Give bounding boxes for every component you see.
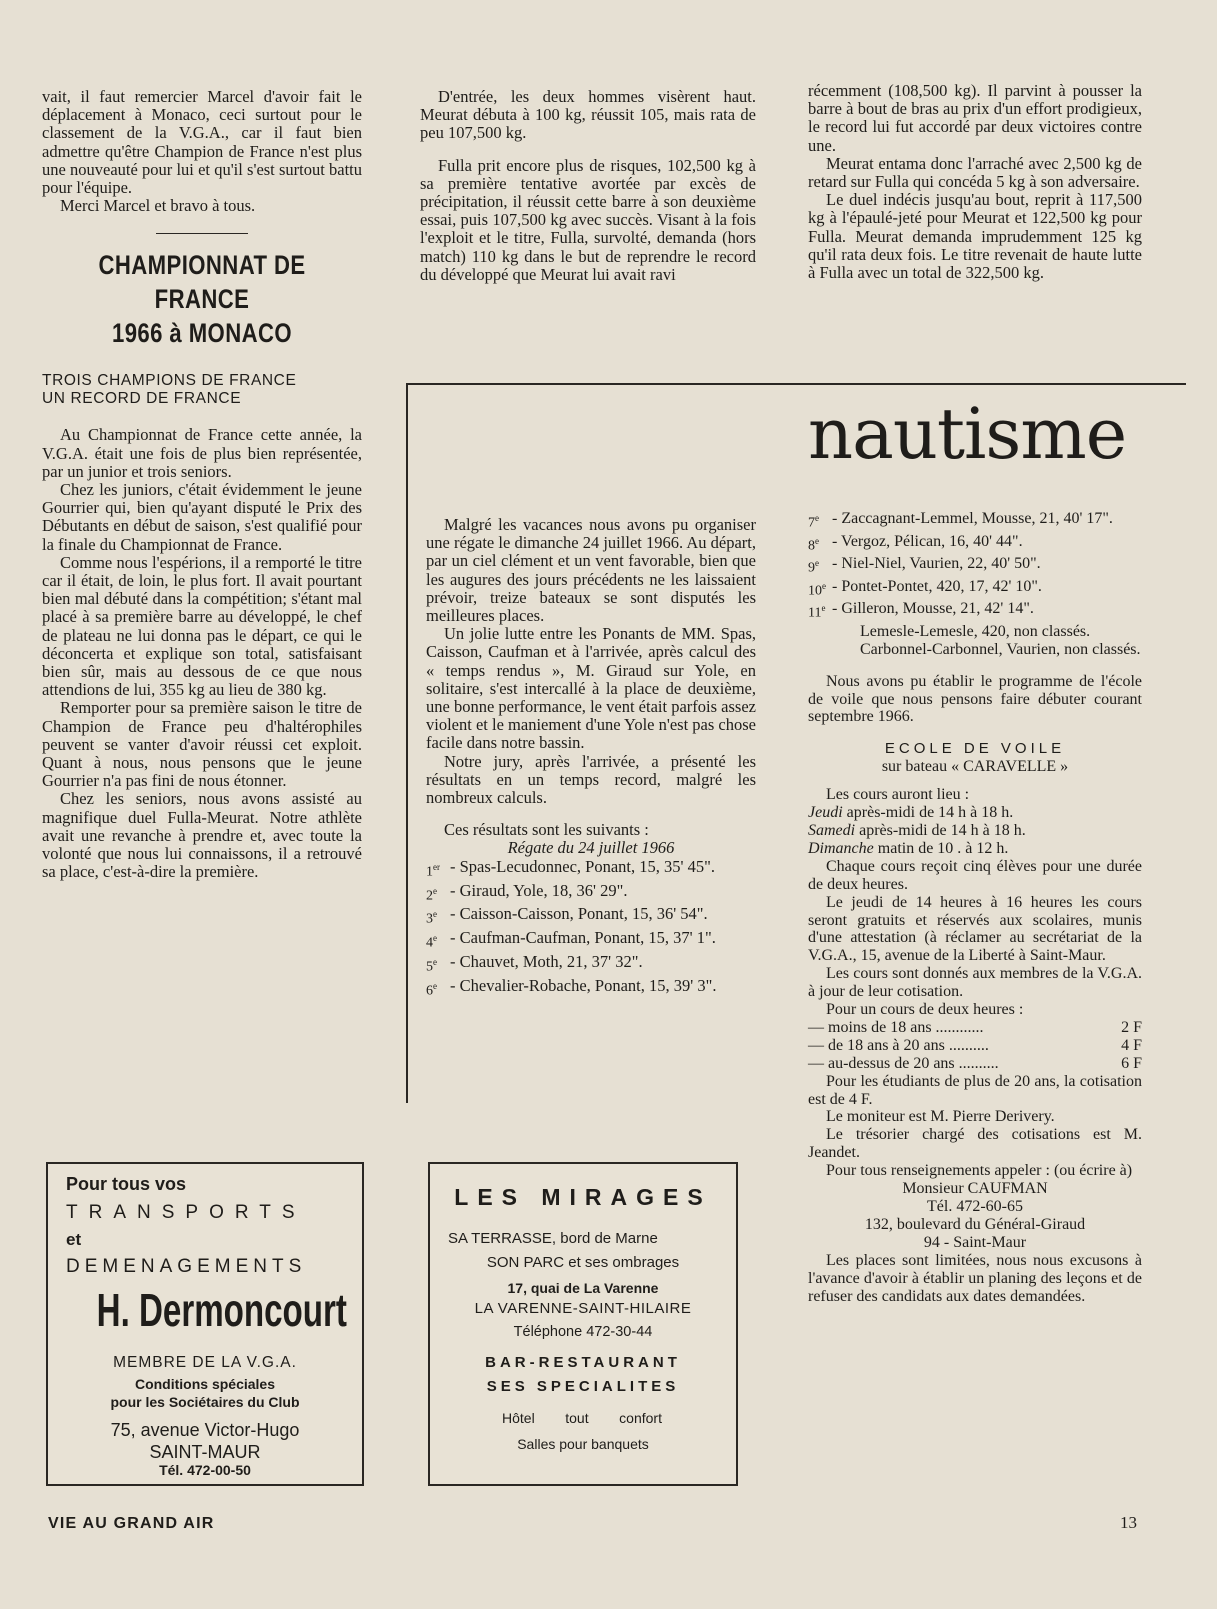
ad-dermoncourt	[46, 1162, 364, 1486]
contact-address: 94 - Saint-Maur	[923, 1233, 1027, 1251]
paragraph: Un jolie lutte entre les Ponants de MM. Spas, Caisson, Caufman et à l'arrivée, après calcul des « temps rendus », M. Giraud sur Yole, en solitaire, s'est intercallé à la place de deuxième, une bonne performance, le vent était parfois assez violent et le maniement d'une Yole n'est pas chose facile dans notre bassin.	[426, 624, 756, 753]
column-1	[42, 88, 362, 882]
ad-text: 75, avenue Victor-Hugo	[110, 1420, 300, 1440]
contact-address: 132, boulevard du Général-Giraud	[864, 1215, 1086, 1233]
paragraph: Au Championnat de France cette année, la V.G.A. était une fois de plus bien représentée, par un junior et trois seniors.	[42, 425, 362, 481]
results-list	[808, 510, 1142, 623]
fee-row: — au-dessus de 20 ans .......... 6 F	[808, 1054, 1142, 1072]
result-row: 10e - Pontet-Pontet, 420, 17, 42' 10".	[808, 577, 1042, 599]
paragraph: Malgré les vacances nous avons pu organiser une régate le dimanche 24 juillet 1966. Au départ, par un ciel clément et un vent favorable, bien que les augures des jours précédents ne les laissaient prévoir, treize bateaux se sont disputés les meilleures places.	[426, 515, 756, 626]
ad-text: TRANSPORTS	[66, 1202, 306, 1223]
results-intro: Ces résultats sont les suivants :	[444, 820, 649, 840]
ad-text: LA VARENNE-SAINT-HILAIRE	[474, 1300, 692, 1317]
result-row: 5e - Chauvet, Moth, 21, 37' 32".	[426, 952, 643, 975]
paragraph: Le jeudi de 14 heures à 16 heures les cours seront gratuits et réservés aux scolaires, munis d'une attestation (à réclamer au secrétariat de la V.G.A., 15, avenue de la Liberté à Saint-Maur.	[808, 893, 1142, 965]
result-row: 3e - Caisson-Caisson, Ponant, 15, 36' 54".	[426, 904, 708, 928]
ad-text: SA TERRASSE, bord de Marne	[448, 1230, 658, 1247]
paragraph: Les cours auront lieu :	[826, 786, 970, 804]
paragraph: Remporter pour sa première saison le titre de Champion de France peu d'haltérophiles peuvent se vanter d'avoir réussi cet exploit. Quant à nous, nous pensons que le jeune Gourrier n'a pas fini de nous étonner.	[42, 698, 362, 791]
schedule-row: Jeudi après-midi de 14 h à 18 h.	[808, 804, 1014, 822]
column-3-nautisme	[808, 510, 1142, 1305]
paragraph: Le duel indécis jusqu'au bout, reprit à 117,500 kg à l'épaulé-jeté pour Meurat et 122,500 kg pour Fulla. Meurat demanda imprudemment 125 kg qu'il rata deux fois. Le titre revenait de haute lutte à Fulla avec un total de 322,500 kg.	[808, 190, 1142, 283]
section-rule-vertical	[406, 383, 408, 1103]
section-title: nautisme	[808, 393, 1127, 475]
paragraph: D'entrée, les deux hommes visèrent haut. Meurat débuta à 100 kg, réussit 105, mais rata de peu 107,500 kg.	[420, 87, 756, 143]
article-subtitle	[42, 372, 362, 408]
contact-name: Monsieur CAUFMAN	[902, 1180, 1048, 1198]
ad-text: Conditions spéciales	[134, 1376, 276, 1392]
ad-text: Tél. 472-00-50	[159, 1462, 251, 1478]
subtitle-line: TROIS CHAMPIONS DE FRANCE	[42, 372, 297, 390]
unclassed-entry: Lemesle-Lemesle, 420, non classés.	[860, 622, 1091, 640]
result-row: 11e - Gilleron, Mousse, 21, 42' 14".	[808, 600, 1034, 621]
column-2-nautisme	[426, 516, 756, 1001]
paragraph: Merci Marcel et bravo à tous.	[60, 196, 256, 216]
result-row: 2e - Giraud, Yole, 18, 36' 29".	[426, 880, 628, 904]
fee-row: — moins de 18 ans ............ 2 F	[808, 1018, 1142, 1036]
column-2-top	[420, 88, 756, 284]
paragraph: Meurat entama donc l'arraché avec 2,500 kg de retard sur Fulla qui concéda 5 kg à son adversaire.	[808, 153, 1142, 192]
paragraph: Les cours sont donnés aux membres de la V.G.A. à jour de leur cotisation.	[808, 965, 1142, 1001]
section-rule	[406, 383, 1186, 385]
paragraph: Chez les juniors, c'était évidemment le jeune Gourrier qui, bien qu'ayant disputé le Prix des Débutants en début de saison, s'est qualifié pour la finale du Championnat de France.	[42, 480, 362, 554]
unclassed-entry: Carbonnel-Carbonnel, Vaurien, non classés.	[860, 640, 1141, 658]
ad-text: SAINT-MAUR	[149, 1442, 261, 1462]
ad-title: LES MIRAGES	[454, 1184, 712, 1210]
result-row: 7e - Zaccagnant-Lemmel, Mousse, 21, 40' 17".	[808, 510, 1113, 531]
ad-text: BAR-RESTAURANT	[485, 1354, 681, 1371]
paragraph: Le moniteur est M. Pierre Derivery.	[826, 1108, 1055, 1126]
contact-tel: Tél. 472-60-65	[927, 1198, 1023, 1215]
ad-text: Hôtel tout confort	[502, 1410, 662, 1426]
paragraph: Les places sont limitées, nous nous excusons à l'avance d'avoir à établir un planing des leçons et de refuser des candidats aux dates demandées.	[808, 1251, 1142, 1305]
paragraph: Pour les étudiants de plus de 20 ans, la cotisation est de 4 F.	[808, 1072, 1142, 1108]
ad-text: SES SPECIALITES	[486, 1378, 680, 1395]
fee-row: — de 18 ans à 20 ans .......... 4 F	[808, 1036, 1142, 1054]
result-row: 8e - Vergoz, Pélican, 16, 40' 44".	[808, 532, 1023, 554]
subtitle-line: UN RECORD DE FRANCE	[42, 390, 242, 408]
paragraph: Comme nous l'espérions, il a remporté le titre car il était, de loin, le plus fort. Il avait pourtant bien mal débuté dans la compétition; s'étant mal placé à sa première barre au développé, le chef de plateau ne lui donna pas le départ, ce qui le déconcerta et explique son total, satisfaisant bien sûr, mais au dessous de ce que nous attendions de lui, 355 kg au lieu de 380 kg.	[42, 552, 362, 700]
article-title-line: CHAMPIONNAT DE FRANCE	[98, 250, 306, 315]
article-title	[71, 248, 333, 350]
schedule-row: Samedi après-midi de 14 h à 18 h.	[808, 821, 1026, 839]
magazine-title: VIE AU GRAND AIR	[48, 1515, 215, 1532]
ad-text: Pour tous vos	[66, 1174, 187, 1194]
result-row: 9e - Niel-Niel, Vaurien, 22, 40' 50".	[808, 555, 1041, 576]
paragraph: Notre jury, après l'arrivée, a présenté les résultats en un temps record, malgré les nombreux calculs.	[426, 751, 756, 808]
ecole-subtitle: sur bateau « CARAVELLE »	[881, 758, 1069, 776]
paragraph: Fulla prit encore plus de risques, 102,500 kg à sa première tentative avortée par excès de précipitation, il réussit cette barre à son deuxième essai, puis 107,500 kg avec succès. Visant à la fois l'exploit et le titre, Fulla, survolté, demanda (hors match) 110 kg dans le but de reprendre le record du développé que Meurat lui avait ravi	[420, 155, 756, 284]
paragraph: vait, il faut remercier Marcel d'avoir fait le déplacement à Monaco, ceci surtout pour le classement de la V.G.A., car il faut bien admettre qu'être Champion de France n'est plus une nouveauté pour lui et qu'il s'est surtout battu pour l'équipe.	[42, 87, 362, 198]
ecole-title: ECOLE DE VOILE	[884, 740, 1066, 758]
ad-les-mirages	[428, 1162, 738, 1486]
article-title-line: 1966 à MONACO	[111, 318, 293, 349]
schedule-row: Dimanche matin de 10 . à 12 h.	[808, 839, 1009, 857]
ad-text: Téléphone 472-30-44	[513, 1324, 653, 1340]
results-list	[426, 858, 756, 1001]
ad-company-name: H. Dermoncourt	[96, 1284, 347, 1336]
ad-text: pour les Sociétaires du Club	[110, 1394, 300, 1410]
ad-text: DEMENAGEMENTS	[66, 1256, 307, 1277]
page-number: 13	[1120, 1513, 1137, 1532]
paragraph: Le trésorier chargé des cotisations est M. Jeandet.	[808, 1126, 1142, 1162]
paragraph: Pour un cours de deux heures :	[826, 1001, 1024, 1019]
ad-text: et	[66, 1230, 82, 1249]
result-row: 4e - Caufman-Caufman, Ponant, 15, 37' 1".	[426, 928, 716, 951]
column-3-top	[808, 82, 1142, 282]
paragraph: Nous avons pu établir le programme de l'école de voile que nous pensons faire débuter courant septembre 1966.	[808, 672, 1142, 726]
paragraph: Chaque cours reçoit cinq élèves pour une durée de deux heures.	[808, 857, 1142, 893]
separator	[156, 233, 248, 234]
paragraph: Pour tous renseignements appeler : (ou écrire à)	[826, 1162, 1133, 1180]
ad-text: Salles pour banquets	[517, 1436, 649, 1452]
result-row: 6e - Chevalier-Robache, Ponant, 15, 39' 3".	[426, 975, 717, 999]
paragraph: récemment (108,500 kg). Il parvint à pousser la barre à bout de bras au prix d'un effort prodigieux, le record lui fut accordé par deux victoires contre une.	[808, 81, 1142, 155]
regate-title: Régate du 24 juillet 1966	[507, 838, 675, 858]
result-row: 1er - Spas-Lecudonnec, Ponant, 15, 35' 45".	[426, 856, 715, 880]
ad-text: 17, quai de La Varenne	[507, 1280, 659, 1296]
ad-text: SON PARC et ses ombrages	[486, 1254, 680, 1271]
paragraph: Chez les seniors, nous avons assisté au magnifique duel Fulla-Meurat. Notre athlète avait une revanche à prendre et, avec toute la volonté que nous lui connaissons, il a retrouvé sa place, c'est-à-dire la première.	[42, 789, 362, 882]
ad-text: MEMBRE DE LA V.G.A.	[113, 1354, 297, 1371]
